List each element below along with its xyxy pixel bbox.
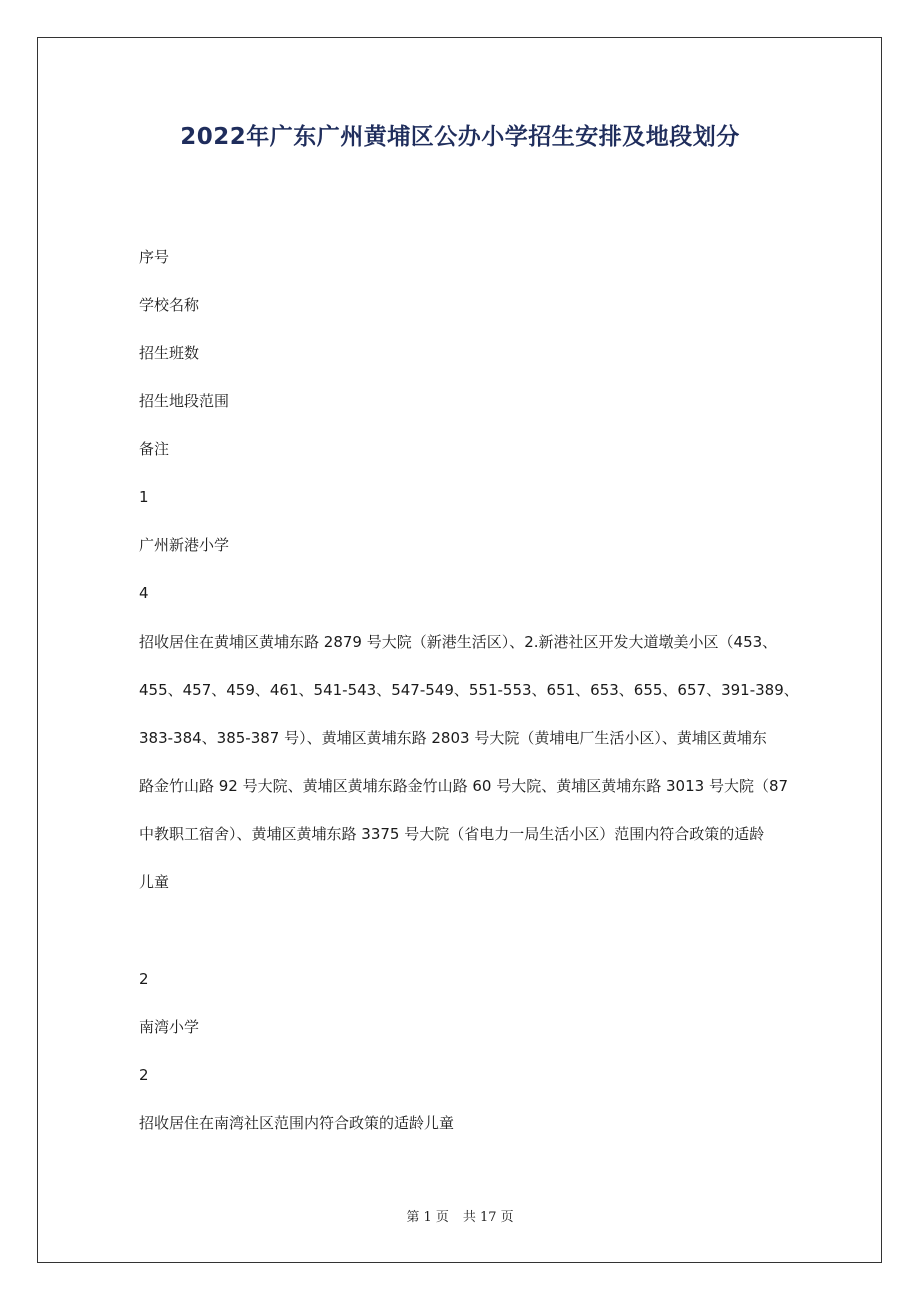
page-number-label: 第 1 页 xyxy=(406,1210,449,1225)
header-enrollment-range: 招生地段范围 xyxy=(139,392,230,410)
entry-range-line: 383-384、385-387 号）、黄埔区黄埔东路 2803 号大院（黄埔电厂生活小区）、黄埔区黄埔东 xyxy=(139,729,767,747)
header-class-count: 招生班数 xyxy=(139,344,200,362)
entry-school-name: 广州新港小学 xyxy=(139,536,230,554)
entry-range-line: 455、457、459、461、541-543、547-549、551-553、651、653、655、657、391-389、 xyxy=(139,681,799,699)
entry-range-line: 招收居住在黄埔区黄埔东路 2879 号大院（新港生活区）、2.新港社区开发大道墩美小区（453、 xyxy=(139,633,778,651)
page-footer xyxy=(0,1206,920,1225)
entry-class-count: 2 xyxy=(139,1066,149,1084)
header-school-name: 学校名称 xyxy=(139,296,200,314)
document-title: 2022年广东广州黄埔区公办小学招生安排及地段划分 xyxy=(180,124,740,150)
header-remarks: 备注 xyxy=(139,440,170,458)
entry-number: 2 xyxy=(139,970,149,988)
entry-range-line: 儿童 xyxy=(139,873,170,891)
entry-school-name: 南湾小学 xyxy=(139,1018,200,1036)
total-pages-label: 共 17 页 xyxy=(462,1210,514,1225)
entry-range-line: 招收居住在南湾社区范围内符合政策的适龄儿童 xyxy=(139,1114,455,1132)
entry-range-line: 中教职工宿舍）、黄埔区黄埔东路 3375 号大院（省电力一局生活小区）范围内符合政策的适龄 xyxy=(139,825,765,843)
entry-range-line: 路金竹山路 92 号大院、黄埔区黄埔东路金竹山路 60 号大院、黄埔区黄埔东路 3013 号大院（87 xyxy=(139,777,789,795)
entry-class-count: 4 xyxy=(139,584,149,602)
entry-number: 1 xyxy=(139,488,149,506)
header-number: 序号 xyxy=(139,248,170,266)
